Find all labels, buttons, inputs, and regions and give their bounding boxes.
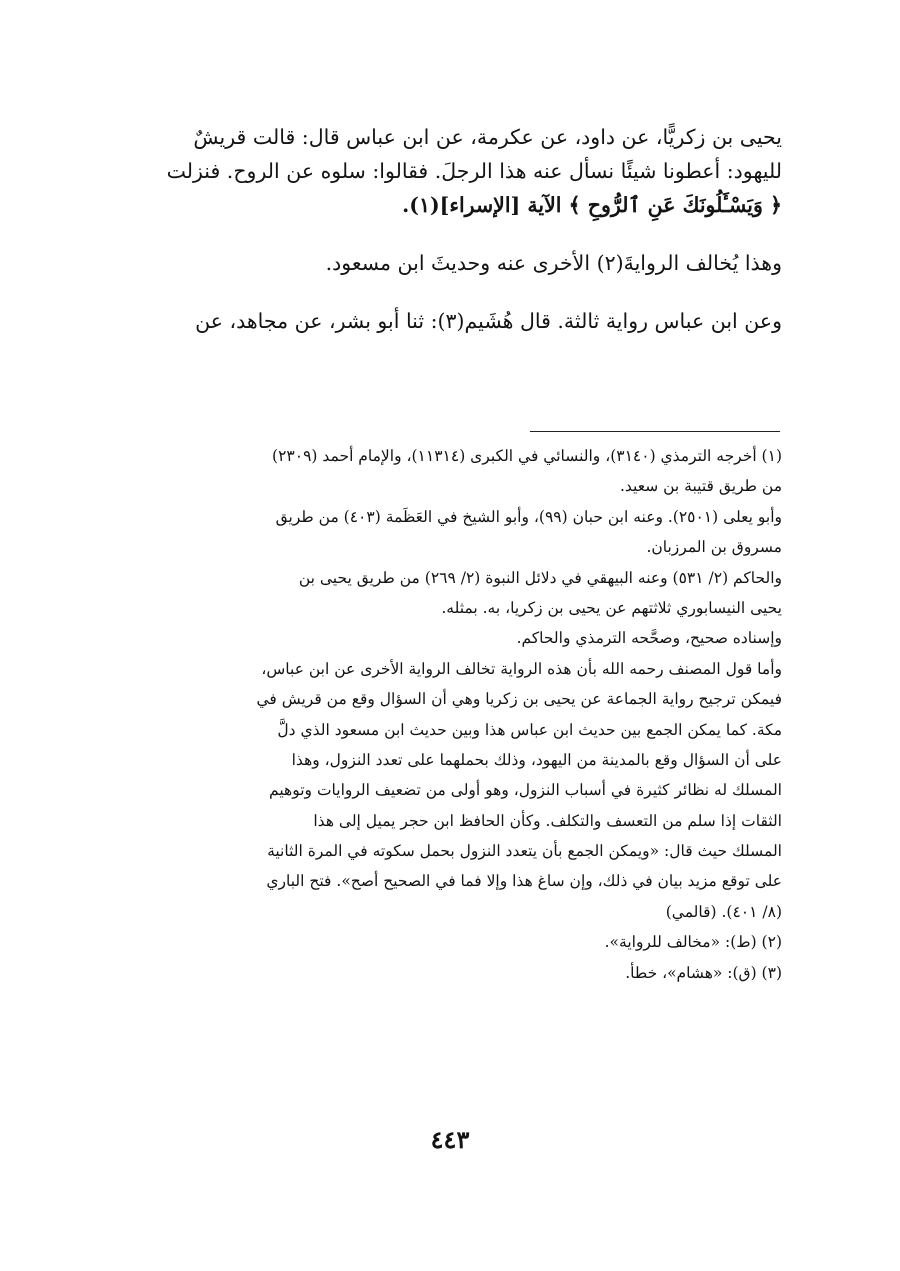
footnote-line: مسروق بن المرزبان. <box>646 538 782 557</box>
main-paragraph-3: وعن ابن عباس رواية ثالثة. قال هُشَيم(٣): ثنا أبو بشر، عن مجاهد، عن <box>195 309 782 333</box>
footnote-line: على توقع مزيد بيان في ذلك، وإن ساغ هذا وإلا فما في الصحيح أصح». فتح الباري <box>266 872 782 891</box>
footnote-line: والحاكم (٢/ ٥٣١) وعنه البيهقي في دلائل النبوة (٢/ ٢٦٩) من طريق يحيى بن <box>298 568 782 587</box>
footnote-line: المسلك حيث قال: «ويمكن الجمع بأن يتعدد النزول بحمل سكوته في المرة الثانية <box>267 842 782 861</box>
footnote-line: الثقات إذا سلم من التعسف والتكلف. وكأن الحافظ ابن حجر يميل إلى هذا <box>313 811 782 830</box>
main-line-2: لليهود: أعطونا شيئًا نسأل عنه هذا الرجلَ. فقالوا: سلوه عن الروح. فنزلت <box>166 159 782 183</box>
footnotes <box>114 441 782 988</box>
footnote-line: وأما قول المصنف رحمه الله بأن هذه الرواية تخالف الرواية الأخرى عن ابن عباس، <box>261 659 782 678</box>
footnote-line: (١) أخرجه الترمذي (٣١٤٠)، والنسائي في الكبرى (١١٣١٤)، والإمام أحمد (٢٣٠٩) <box>272 447 782 465</box>
footnote-line: (٣) (ق): «هشام»، خطأ. <box>625 963 782 982</box>
footnote-line: من طريق قتيبة بن سعيد. <box>619 477 782 496</box>
main-text <box>118 120 782 338</box>
main-line-3-quran-verse: ﴿ وَيَسْـَٔلُونَكَ عَنِ ٱلرُّوحِ ﴾ الآية [الإسراء](١). <box>402 193 782 217</box>
footnote-separator <box>530 431 780 432</box>
footnote-line: (٢) (ط): «مخالف للرواية». <box>604 933 782 952</box>
footnote-line: مكة. كما يمكن الجمع بين حديث ابن عباس هذا وبين حديث ابن مسعود الذي دلَّ <box>277 720 782 739</box>
footnote-line: وإسناده صحيح، وصحَّحه الترمذي والحاكم. <box>516 629 782 648</box>
page-number: ٤٤٣ <box>430 1125 470 1154</box>
footnote-line: على أن السؤال وقع بالمدينة من اليهود، وذلك بحملهما على تعدد النزول، وهذا <box>291 750 782 769</box>
footnote-line: المسلك له نظائر كثيرة في أسباب النزول، وهو أولى من تضعيف الروايات وتوهيم <box>269 781 782 800</box>
main-paragraph-2: وهذا يُخالف الروايةَ(٢) الأخرى عنه وحديثَ ابن مسعود. <box>325 251 782 275</box>
footnote-line: وأبو يعلى (٢٥٠١). وعنه ابن حبان (٩٩)، وأبو الشيخ في العَظَمة (٤٠٣) من طريق <box>275 507 782 526</box>
footnote-line: فيمكن ترجيح رواية الجماعة عن يحيى بن زكريا وهي أن السؤال وقع من قريش في <box>256 690 782 709</box>
footnote-line: يحيى النيسابوري ثلاثتهم عن يحيى بن زكريا، به. بمثله. <box>441 598 782 617</box>
main-line-1: يحيى بن زكريًّا، عن داود، عن عكرمة، عن ابن عباس قال: قالت قريشٌ <box>193 125 782 149</box>
footnote-line: (٨/ ٤٠١). (قالمي) <box>665 902 782 921</box>
